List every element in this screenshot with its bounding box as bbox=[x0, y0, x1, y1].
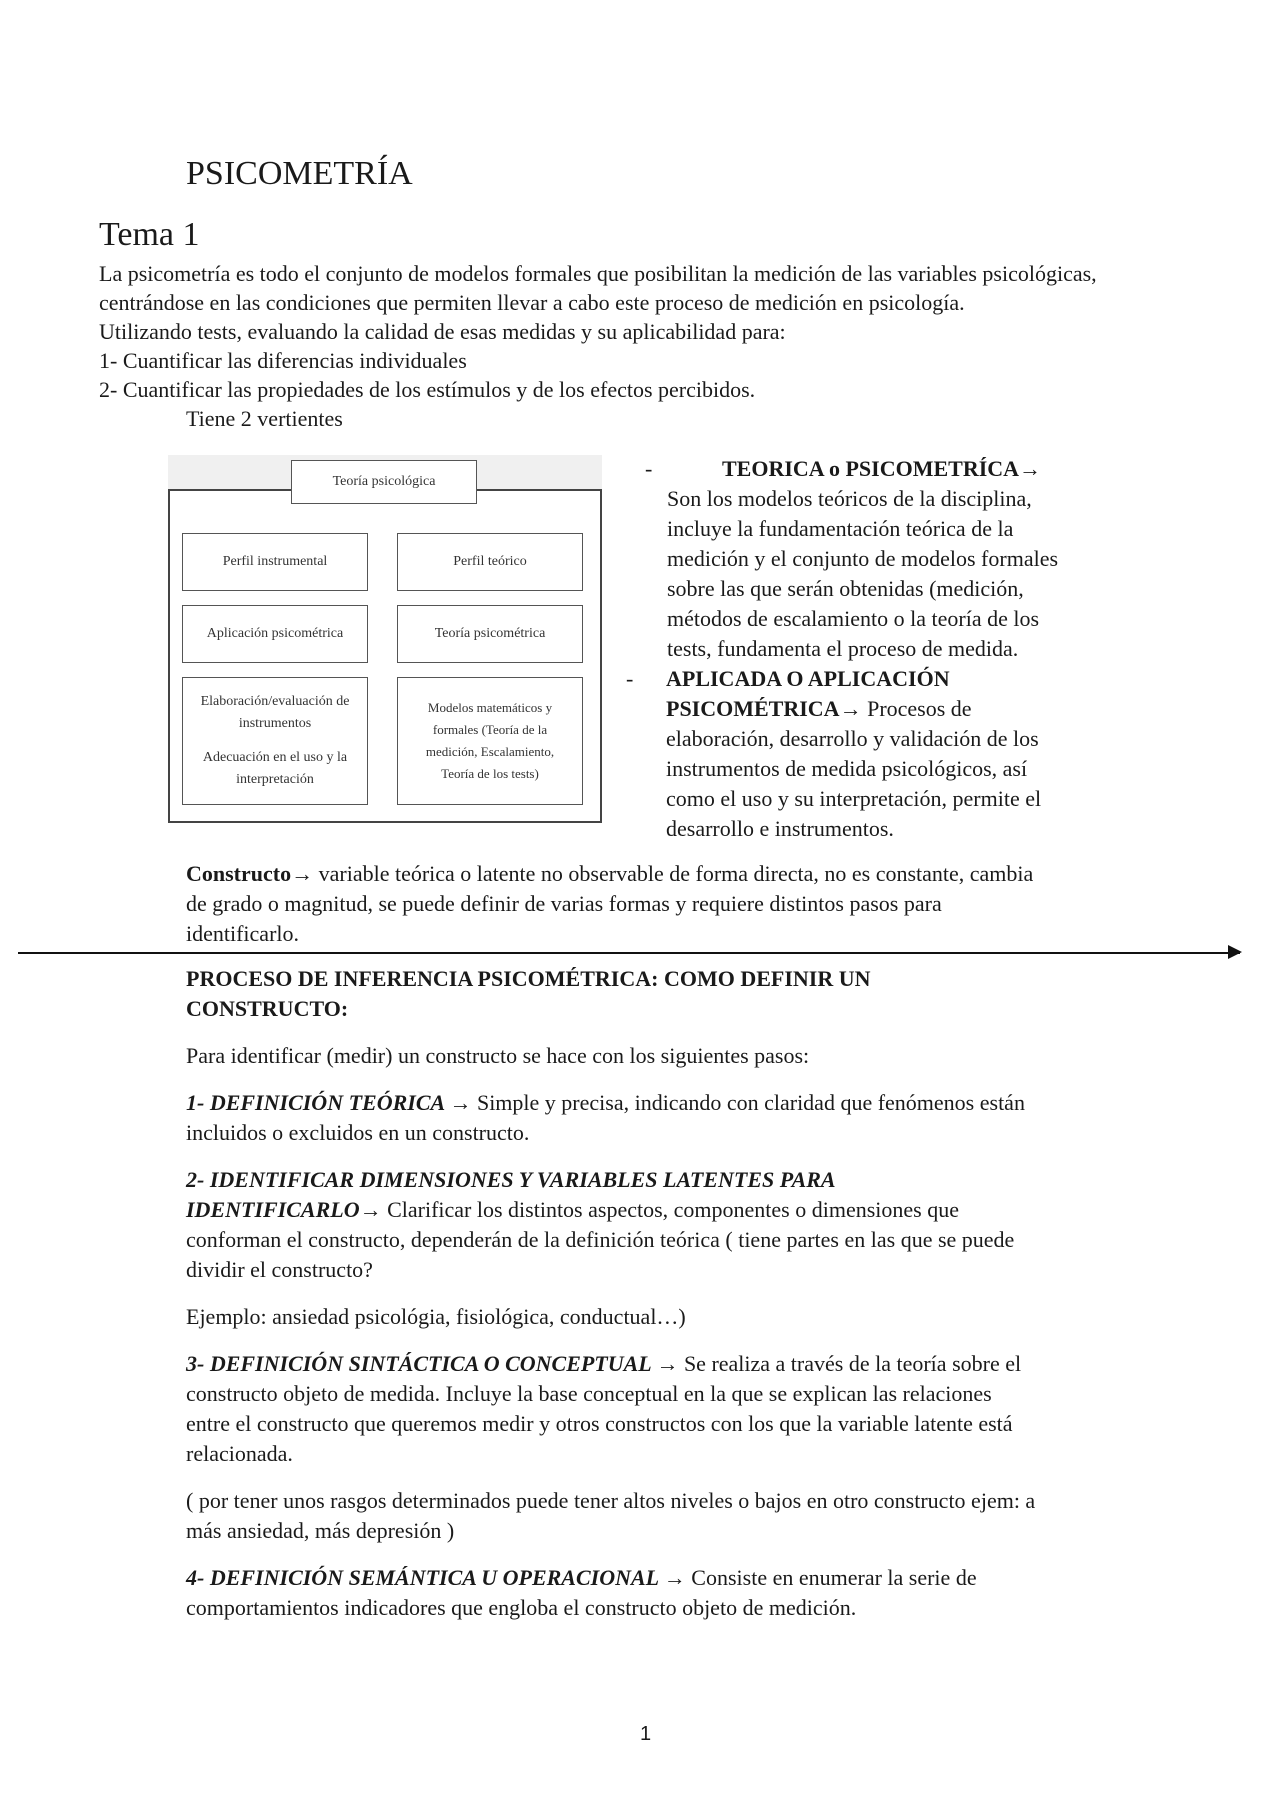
list-dash: - bbox=[645, 456, 653, 481]
heading-text: PSICOMÉTRICA bbox=[666, 696, 840, 721]
step-line bbox=[186, 1195, 959, 1224]
step-title: IDENTIFICARLO bbox=[186, 1197, 360, 1222]
section-heading bbox=[186, 964, 871, 993]
step-line bbox=[186, 1349, 1021, 1378]
arrow-icon: → bbox=[449, 1090, 472, 1115]
step-line: entre el constructo que queremos medir y otros constructos con los que la variable latente está bbox=[186, 1411, 1013, 1436]
step-line: relacionada. bbox=[186, 1441, 293, 1466]
constructo-text: variable teórica o latente no observable de forma directa, no es constante, cambia bbox=[313, 861, 1034, 886]
vertiente-line: medición y el conjunto de modelos formales bbox=[667, 546, 1059, 571]
step-line: conforman el constructo, dependerán de la definición teórica ( tiene partes en las que se puede bbox=[186, 1227, 1015, 1252]
arrow-icon: → bbox=[359, 1197, 382, 1222]
section-heading bbox=[186, 994, 348, 1023]
diagram-text: Modelos matemáticos y bbox=[427, 700, 553, 715]
arrow-icon: → bbox=[291, 861, 314, 886]
heading-text: TEORICA o PSICOMETRÍCA bbox=[722, 456, 1020, 481]
diagram-box-teoria-psicologica: Teoría psicológica bbox=[291, 460, 477, 504]
vertiente-line: Son los modelos teóricos de la disciplina, bbox=[667, 486, 1032, 511]
vertiente-heading bbox=[722, 454, 1041, 483]
step-title: 4- DEFINICIÓN SEMÁNTICA U OPERACIONAL bbox=[186, 1565, 664, 1590]
note-line: más ansiedad, más depresión ) bbox=[186, 1518, 455, 1543]
proceso-intro: Para identificar (medir) un constructo se hace con los siguientes pasos: bbox=[186, 1043, 810, 1068]
constructo-line: de grado o magnitud, se puede definir de varias formas y requiere distintos pasos para bbox=[186, 891, 942, 916]
vertiente-line: métodos de escalamiento o la teoría de los bbox=[667, 606, 1040, 631]
vertiente-line: sobre las que serán obtenidas (medición, bbox=[667, 576, 1024, 601]
term-text: Constructo bbox=[186, 861, 292, 886]
topic-heading: Tema 1 bbox=[99, 216, 200, 253]
diagram-box-perfil-teorico: Perfil teórico bbox=[397, 533, 583, 591]
diagram-box-perfil-instrumental: Perfil instrumental bbox=[182, 533, 368, 591]
vertiente-line: elaboración, desarrollo y validación de los bbox=[666, 726, 1039, 751]
constructo-line: identificarlo. bbox=[186, 921, 300, 946]
intro-line: Utilizando tests, evaluando la calidad de esas medidas y su aplicabilidad para: bbox=[99, 319, 786, 344]
vertiente-heading bbox=[666, 664, 950, 693]
step-title: 3- DEFINICIÓN SINTÁCTICA O CONCEPTUAL bbox=[186, 1351, 657, 1376]
diagram-text: interpretación bbox=[236, 772, 314, 787]
diagram-box-elaboracion bbox=[182, 677, 368, 805]
heading-text: CONSTRUCTO: bbox=[186, 996, 349, 1021]
diagram-box-modelos bbox=[397, 677, 583, 805]
heading-text: PROCESO DE INFERENCIA PSICOMÉTRICA: COMO DEFINIR UN bbox=[186, 966, 871, 991]
step-text: Clarificar los distintos aspectos, componentes o dimensiones que bbox=[381, 1197, 959, 1222]
list-item: 2- Cuantificar las propiedades de los estímulos y de los efectos percibidos. bbox=[99, 377, 756, 402]
diagram-text: Elaboración/evaluación de bbox=[200, 694, 350, 709]
psychometrics-diagram bbox=[168, 455, 602, 823]
arrow-icon: → bbox=[663, 1565, 686, 1590]
list-item: 1- Cuantificar las diferencias individuales bbox=[99, 348, 467, 373]
vertiente-line: desarrollo e instrumentos. bbox=[666, 816, 894, 841]
example-line: Ejemplo: ansiedad psicológia, fisiológica, conductual…) bbox=[186, 1304, 686, 1329]
intro-line: centrándose en las condiciones que permiten llevar a cabo este proceso de medición en psicología. bbox=[99, 290, 965, 315]
page-number: 1 bbox=[640, 1723, 652, 1745]
document-title: PSICOMETRÍA bbox=[186, 155, 413, 192]
arrow-right-icon bbox=[1228, 945, 1242, 959]
vertiente-line: instrumentos de medida psicológicos, así bbox=[666, 756, 1028, 781]
list-dash: - bbox=[626, 666, 634, 691]
diagram-text: Teoría de los tests) bbox=[441, 766, 539, 781]
arrow-icon: → bbox=[839, 696, 862, 721]
diagram-box-teoria-psicometrica: Teoría psicométrica bbox=[397, 605, 583, 663]
diagram-text: instrumentos bbox=[238, 716, 312, 731]
diagram-text: formales (Teoría de la bbox=[432, 722, 548, 737]
vertiente-line: incluye la fundamentación teórica de la bbox=[667, 516, 1014, 541]
step-text: Simple y precisa, indicando con claridad que fenómenos están bbox=[471, 1090, 1025, 1115]
heading-text: APLICADA O APLICACIÓN bbox=[666, 666, 950, 691]
diagram-box-aplicacion-psicometrica: Aplicación psicométrica bbox=[182, 605, 368, 663]
note-line: ( por tener unos rasgos determinados puede tener altos niveles o bajos en otro constructo ejem: a bbox=[186, 1488, 1036, 1513]
step-line bbox=[186, 1165, 836, 1194]
horizontal-arrow-line bbox=[18, 952, 1240, 954]
step-line: comportamientos indicadores que engloba el constructo objeto de medición. bbox=[186, 1595, 857, 1620]
arrow-icon: → bbox=[656, 1351, 679, 1376]
vertiente-text: Procesos de bbox=[861, 696, 972, 721]
step-line bbox=[186, 1088, 1025, 1117]
step-title: 2- IDENTIFICAR DIMENSIONES Y VARIABLES LATENTES PARA bbox=[186, 1167, 836, 1192]
step-line: dividir el constructo? bbox=[186, 1257, 373, 1282]
arrow-icon: → bbox=[1019, 456, 1042, 481]
step-line: constructo objeto de medida. Incluye la base conceptual en la que se explican las relaciones bbox=[186, 1381, 992, 1406]
step-line: incluidos o excluidos en un constructo. bbox=[186, 1120, 530, 1145]
diagram-text: medición, Escalamiento, bbox=[425, 744, 555, 759]
step-text: Se realiza a través de la teoría sobre el bbox=[678, 1351, 1022, 1376]
diagram-text: Adecuación en el uso y la bbox=[202, 750, 348, 765]
step-text: Consiste en enumerar la serie de bbox=[685, 1565, 977, 1590]
step-line bbox=[186, 1563, 977, 1592]
vertiente-heading bbox=[666, 694, 972, 723]
step-title: 1- DEFINICIÓN TEÓRICA bbox=[186, 1090, 450, 1115]
vertientes-intro: Tiene 2 vertientes bbox=[186, 406, 343, 431]
vertiente-line: tests, fundamenta el proceso de medida. bbox=[667, 636, 1019, 661]
constructo-line bbox=[186, 859, 1033, 888]
intro-line: La psicometría es todo el conjunto de modelos formales que posibilitan la medición de las variables psicológicas, bbox=[99, 261, 1097, 286]
vertiente-line: como el uso y su interpretación, permite el bbox=[666, 786, 1042, 811]
